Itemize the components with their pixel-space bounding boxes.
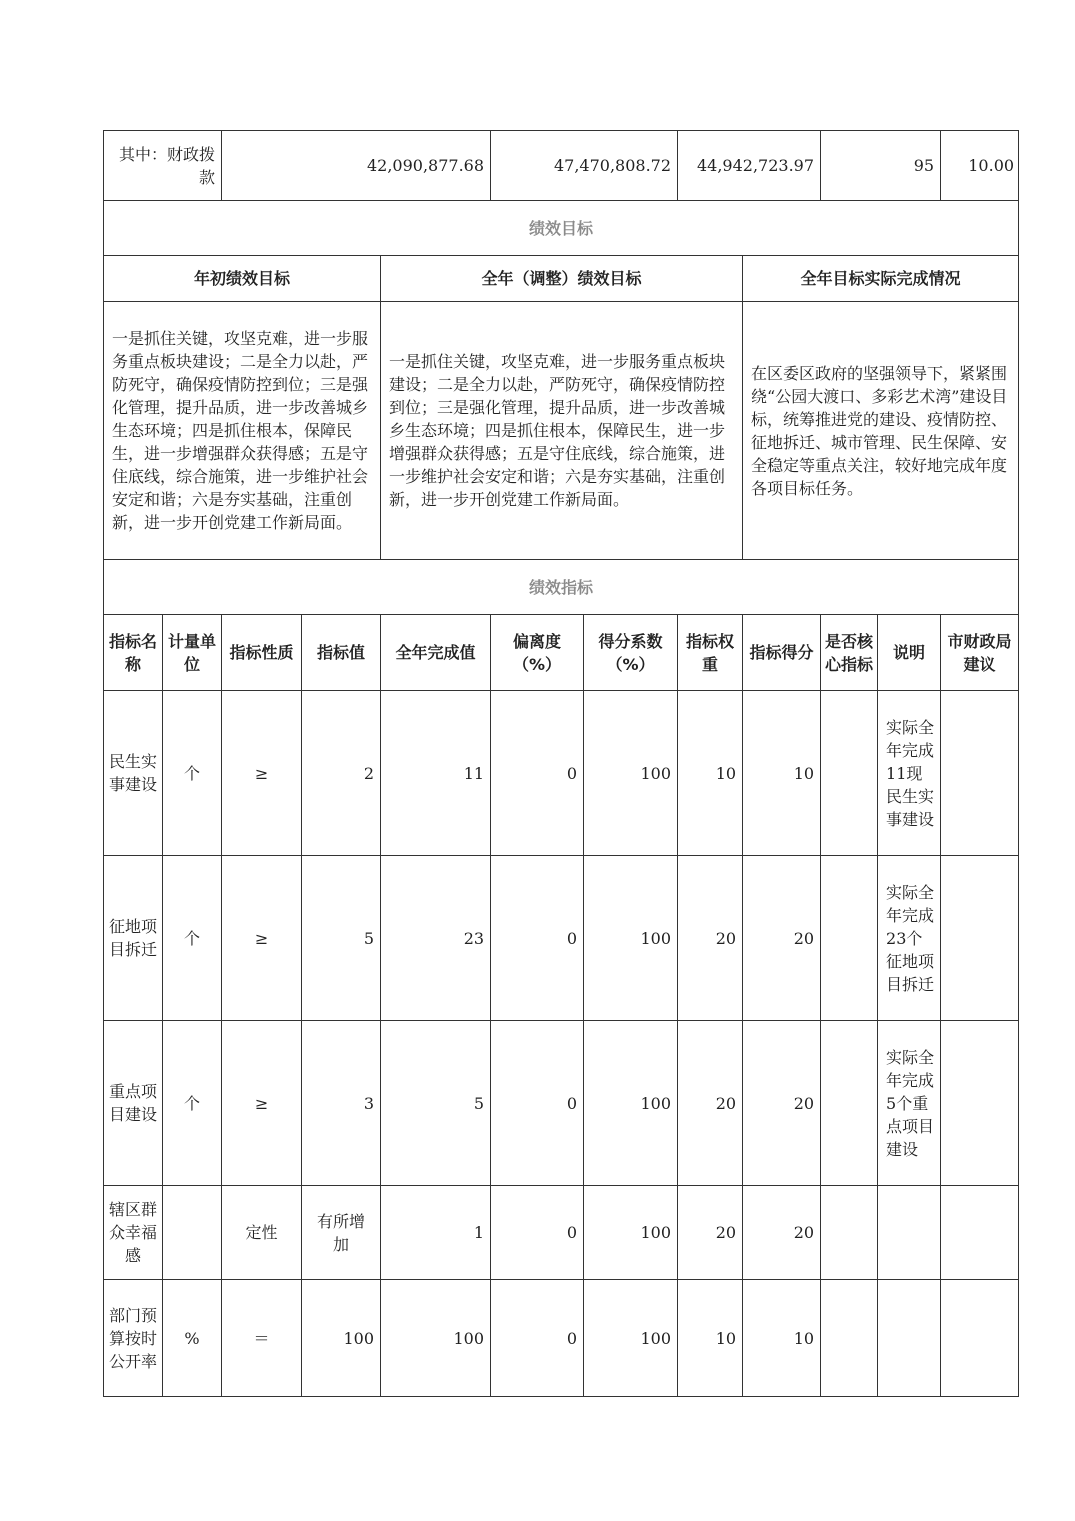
indicator-core (821, 1186, 878, 1280)
indicator-nature: ＝ (222, 1280, 302, 1397)
indicator-unit (163, 1186, 222, 1280)
indicator-advice (941, 1186, 1019, 1280)
indicator-coefficient: 100 (584, 1280, 678, 1397)
header-initial-goal: 年初绩效目标 (104, 256, 381, 302)
indicator-actual: 23 (381, 856, 491, 1021)
indicator-target: 3 (302, 1021, 381, 1186)
header-unit: 计量单位 (163, 615, 222, 691)
funding-col1: 42,090,877.68 (222, 131, 491, 201)
indicator-row (104, 1280, 1019, 1397)
indicator-deviation: 0 (491, 691, 584, 856)
header-coefficient: 得分系数（%） (584, 615, 678, 691)
indicator-target: 100 (302, 1280, 381, 1397)
indicator-row (104, 1186, 1019, 1280)
indicator-score: 20 (743, 1021, 821, 1186)
header-indicator-name: 指标名称 (104, 615, 163, 691)
actual-result-text: 在区委区政府的坚强领导下，紧紧围绕“公园大渡口、多彩艺术湾”建设目标，统筹推进党的建设、疫情防控、征地拆迁、城市管理、民生保障、安全稳定等重点关注，较好地完成年度各项目标任务。 (743, 302, 1019, 560)
indicator-advice (941, 856, 1019, 1021)
indicator-unit: 个 (163, 856, 222, 1021)
indicators-section-title: 绩效指标 (104, 560, 1019, 615)
indicator-score: 20 (743, 1186, 821, 1280)
indicator-note (878, 1280, 941, 1397)
indicator-note (878, 1186, 941, 1280)
indicator-weight: 20 (678, 1021, 743, 1186)
indicator-weight: 10 (678, 691, 743, 856)
header-nature: 指标性质 (222, 615, 302, 691)
header-core: 是否核心指标 (821, 615, 878, 691)
performance-table (103, 130, 1019, 1397)
indicator-name: 征地项目拆迁 (104, 856, 163, 1021)
indicator-advice (941, 691, 1019, 856)
indicator-score: 10 (743, 691, 821, 856)
funding-col5: 10.00 (941, 131, 1019, 201)
adjusted-goal-text: 一是抓住关键，攻坚克难，进一步服务重点板块建设；二是全力以赴，严防死守，确保疫情防控到位；三是强化管理，提升品质，进一步改善城乡生态环境；四是抓住根本，保障民生，进一步增强群众获得感；五是守住底线，综合施策，进一步维护社会安定和谐；六是夯实基础，注重创新，进一步开创党建工作新局面。 (381, 302, 743, 560)
indicator-target: 有所增加 (302, 1186, 381, 1280)
indicator-note: 实际全年完成23个征地项目拆迁 (878, 856, 941, 1021)
indicator-note: 实际全年完成11现民生实事建设 (878, 691, 941, 856)
indicator-core (821, 691, 878, 856)
indicator-target: 2 (302, 691, 381, 856)
funding-col2: 47,470,808.72 (491, 131, 678, 201)
indicator-core (821, 1280, 878, 1397)
indicator-score: 10 (743, 1280, 821, 1397)
header-note: 说明 (878, 615, 941, 691)
indicators-header-row (104, 615, 1019, 691)
indicator-actual: 5 (381, 1021, 491, 1186)
indicator-deviation: 0 (491, 1280, 584, 1397)
indicator-actual: 1 (381, 1186, 491, 1280)
indicator-unit: % (163, 1280, 222, 1397)
indicator-core (821, 856, 878, 1021)
initial-goal-text: 一是抓住关键，攻坚克难，进一步服务重点板块建设；二是全力以赴，严防死守，确保疫情防控到位；三是强化管理，提升品质，进一步改善城乡生态环境；四是抓住根本，保障民生，进一步增强群众获得感；五是守住底线，综合施策，进一步维护社会安定和谐；六是夯实基础，注重创新，进一步开创党建工作新局面。 (104, 302, 381, 560)
funding-col3: 44,942,723.97 (678, 131, 821, 201)
indicator-nature: ≥ (222, 1021, 302, 1186)
indicator-deviation: 0 (491, 856, 584, 1021)
indicator-advice (941, 1021, 1019, 1186)
header-score: 指标得分 (743, 615, 821, 691)
header-target: 指标值 (302, 615, 381, 691)
indicator-weight: 10 (678, 1280, 743, 1397)
header-actual: 全年完成值 (381, 615, 491, 691)
indicator-nature: ≥ (222, 856, 302, 1021)
indicator-coefficient: 100 (584, 1021, 678, 1186)
indicator-name: 民生实事建设 (104, 691, 163, 856)
indicator-row (104, 856, 1019, 1021)
header-adjusted-goal: 全年（调整）绩效目标 (381, 256, 743, 302)
funding-label: 其中：财政拨款 (104, 131, 222, 201)
indicator-name: 辖区群众幸福感 (104, 1186, 163, 1280)
indicator-unit: 个 (163, 1021, 222, 1186)
indicator-actual: 100 (381, 1280, 491, 1397)
indicator-actual: 11 (381, 691, 491, 856)
indicator-advice (941, 1280, 1019, 1397)
indicator-deviation: 0 (491, 1186, 584, 1280)
header-advice: 市财政局建议 (941, 615, 1019, 691)
indicator-unit: 个 (163, 691, 222, 856)
indicator-target: 5 (302, 856, 381, 1021)
header-deviation: 偏离度（%） (491, 615, 584, 691)
indicator-note: 实际全年完成5个重点项目建设 (878, 1021, 941, 1186)
funding-row (104, 131, 1019, 201)
indicator-coefficient: 100 (584, 856, 678, 1021)
header-weight: 指标权重 (678, 615, 743, 691)
indicator-core (821, 1021, 878, 1186)
indicator-deviation: 0 (491, 1021, 584, 1186)
indicator-row (104, 691, 1019, 856)
indicator-name: 部门预算按时公开率 (104, 1280, 163, 1397)
indicator-name: 重点项目建设 (104, 1021, 163, 1186)
funding-col4: 95 (821, 131, 941, 201)
header-actual-result: 全年目标实际完成情况 (743, 256, 1019, 302)
indicator-score: 20 (743, 856, 821, 1021)
indicator-coefficient: 100 (584, 1186, 678, 1280)
goals-section-title: 绩效目标 (104, 201, 1019, 256)
indicator-weight: 20 (678, 856, 743, 1021)
indicator-nature: 定性 (222, 1186, 302, 1280)
indicator-coefficient: 100 (584, 691, 678, 856)
indicator-weight: 20 (678, 1186, 743, 1280)
indicator-nature: ≥ (222, 691, 302, 856)
indicator-row (104, 1021, 1019, 1186)
